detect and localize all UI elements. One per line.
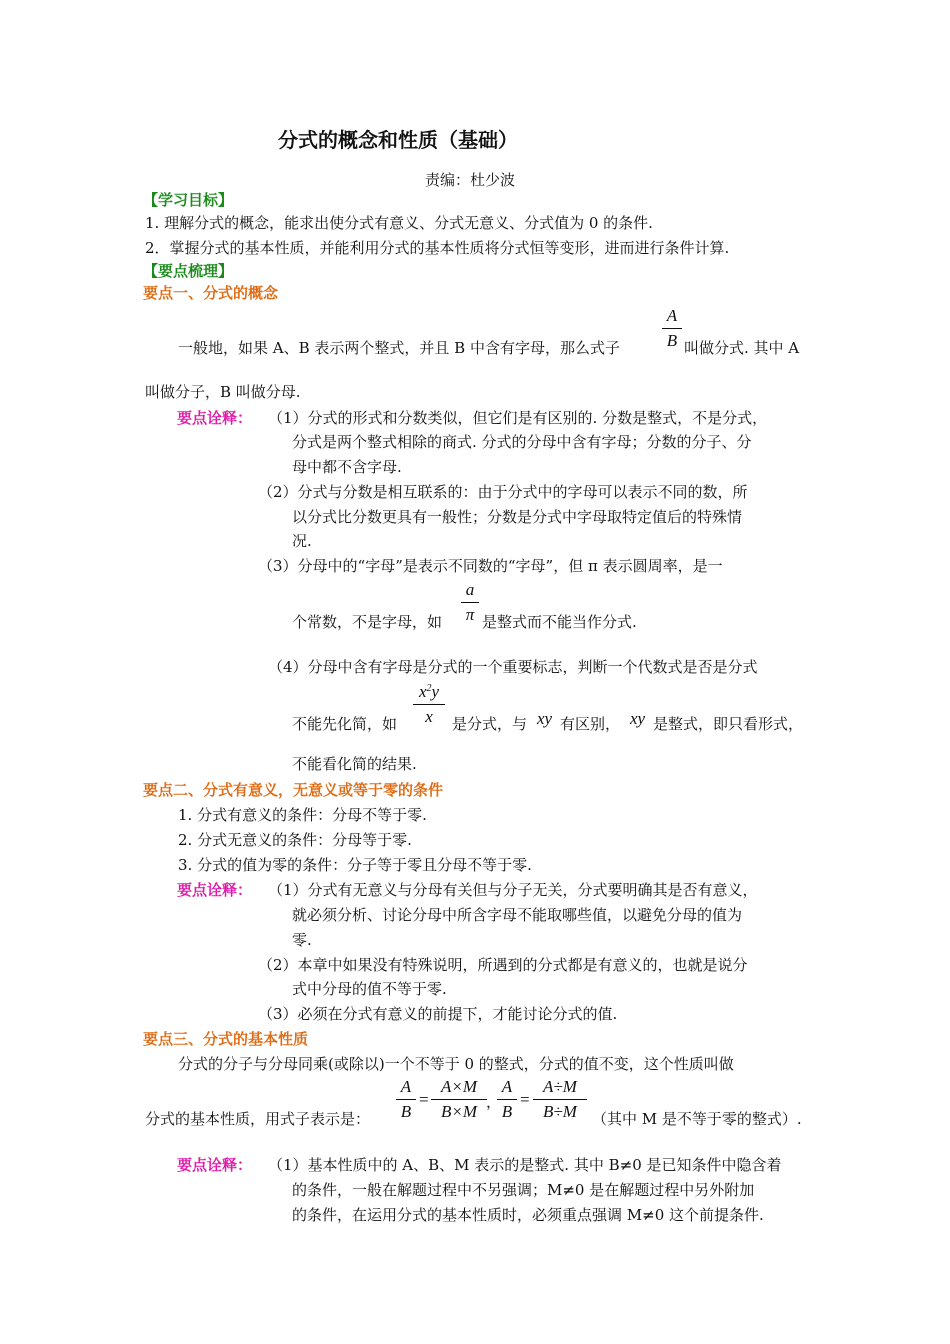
kp1-note-3b: 个常数，不是字母，如 xyxy=(292,613,443,631)
fraction-a-over-b xyxy=(497,1077,517,1122)
kp2-item-3: 3. 分式的值为零的条件：分子等于零且分母不等于零. xyxy=(178,856,532,874)
kp1-definition-text: 一般地，如果 A、B 表示两个整式，并且 B 中含有字母，那么式子 xyxy=(178,339,620,357)
fraction-denominator: B xyxy=(666,331,678,350)
kp1-note-1b: 分式是两个整式相除的商式. 分式的分母中含有字母；分数的分子、分 xyxy=(292,433,752,451)
fraction-a-over-b xyxy=(662,306,682,351)
fraction-a-over-b xyxy=(396,1077,416,1122)
fraction-x2y-over-x xyxy=(413,682,445,727)
fraction-bar xyxy=(431,1099,487,1100)
goal-item-1: 1. 理解分式的概念，能求出使分式有意义、分式无意义、分式值为 0 的条件. xyxy=(145,214,653,232)
kp1-note-2b: 以分式比分数更具有一般性；分数是分式中字母取特定值后的特殊情 xyxy=(292,508,743,526)
kp1-note-4b-end: 是整式，即只看形式， xyxy=(653,715,804,733)
kp3-heading: 要点三、分式的基本性质 xyxy=(143,1030,309,1048)
kp1-note-3b-end: 是整式而不能当作分式. xyxy=(482,613,637,631)
kp2-heading: 要点二、分式有意义，无意义或等于零的条件 xyxy=(143,781,444,799)
fraction-denominator: B×M xyxy=(440,1102,478,1121)
page-title: 分式的概念和性质（基础） xyxy=(278,128,518,152)
kp2-note-1b: 就必须分析、讨论分母中所含字母不能取哪些值，以避免分母的值为 xyxy=(292,906,743,924)
kp2-note-label: 要点诠释： xyxy=(177,881,253,899)
kp1-note-3a: （3）分母中的“字母”是表示不同数的“字母”，但 π 表示圆周率，是一 xyxy=(258,557,723,575)
fraction-numerator: A×M xyxy=(440,1077,478,1096)
fraction-numerator: a xyxy=(465,580,475,599)
fraction-numerator: A÷M xyxy=(543,1077,577,1096)
fraction-bar xyxy=(497,1099,517,1100)
fraction-bar xyxy=(533,1099,587,1100)
goal-item-2: 2．掌握分式的基本性质，并能利用分式的基本性质将分式恒等变形，进而进行条件计算. xyxy=(145,239,730,257)
kp3-note-1a: （1）基本性质中的 A、B、M 表示的是整式. 其中 B≠0 是已知条件中隐含着 xyxy=(268,1156,782,1174)
fraction-a-over-pi xyxy=(461,580,479,625)
fraction-denominator: π xyxy=(465,605,475,624)
fraction-bar xyxy=(662,328,682,329)
expression-xy: xy xyxy=(537,709,553,728)
editor-line: 责编：杜少波 xyxy=(425,171,516,189)
fraction-bar xyxy=(413,704,445,705)
kp3-text-1: 分式的分子与分母同乘(或除以)一个不等于 0 的整式，分式的值不变，这个性质叫做 xyxy=(178,1055,734,1073)
kp1-note-4a: （4）分母中含有字母是分式的一个重要标志，判断一个代数式是否是分式 xyxy=(268,658,758,676)
kp1-note-2c: 况. xyxy=(292,532,312,550)
kp3-note-1b: 的条件，一般在解题过程中不另强调；M≠0 是在解题过程中另外附加 xyxy=(292,1181,755,1199)
kp2-item-2: 2. 分式无意义的条件：分母等于零. xyxy=(178,831,412,849)
kp2-note-2b: 式中分母的值不等于零. xyxy=(292,980,447,998)
kp1-heading: 要点一、分式的概念 xyxy=(143,284,279,302)
fraction-numerator: $x^2y$ xyxy=(418,682,440,701)
kp3-note-label: 要点诠释： xyxy=(177,1156,253,1174)
fraction-numerator: A xyxy=(666,306,678,325)
kp1-note-4b-mid1: 是分式，与 xyxy=(452,715,528,733)
kp3-note-1c: 的条件，在运用分式的基本性质时，必须重点强调 M≠0 这个前提条件. xyxy=(292,1206,764,1224)
fraction-denominator: B xyxy=(501,1102,513,1121)
kp1-definition-text-end: 叫做分式. 其中 A xyxy=(684,339,800,357)
kp1-note-4b-mid2: 有区别， xyxy=(560,715,621,733)
kp2-note-3: （3）必须在分式有意义的前提下，才能讨论分式的值. xyxy=(258,1005,618,1023)
fraction-denominator: B xyxy=(400,1102,412,1121)
fraction-bar xyxy=(461,602,479,603)
fraction-numerator: A xyxy=(400,1077,412,1096)
section-goal-heading: 【学习目标】 xyxy=(143,191,234,209)
expression-xy: xy xyxy=(630,709,646,728)
comma: ， xyxy=(486,1093,502,1111)
kp2-item-1: 1. 分式有意义的条件：分母不等于零. xyxy=(178,806,427,824)
fraction-numerator: A xyxy=(501,1077,513,1096)
kp3-text-2: 分式的基本性质，用式子表示是： xyxy=(145,1110,371,1128)
kp1-note-1c: 母中都不含字母. xyxy=(292,458,402,476)
section-points-heading: 【要点梳理】 xyxy=(143,262,234,280)
equals-sign: = xyxy=(520,1090,530,1109)
kp1-note-4c: 不能看化简的结果. xyxy=(292,755,417,773)
kp2-note-1c: 零. xyxy=(292,931,312,949)
fraction-bar xyxy=(396,1099,416,1100)
kp1-definition-text-2: 叫做分子，B 叫做分母. xyxy=(145,383,301,401)
equals-sign: = xyxy=(419,1090,429,1109)
kp3-text-2-end: （其中 M 是不等于零的整式）. xyxy=(592,1110,802,1128)
kp1-note-label: 要点诠释： xyxy=(177,409,253,427)
fraction-denominator: x xyxy=(425,707,433,726)
kp2-note-2a: （2）本章中如果没有特殊说明，所遇到的分式都是有意义的，也就是说分 xyxy=(258,956,748,974)
fraction-denominator: B÷M xyxy=(543,1102,577,1121)
fraction-axm-over-bxm xyxy=(431,1077,487,1122)
fraction-adivm-over-bdivm xyxy=(533,1077,587,1122)
kp2-note-1a: （1）分式有无意义与分母有关但与分子无关，分式要明确其是否有意义， xyxy=(268,881,758,899)
kp1-note-4b: 不能先化简，如 xyxy=(292,715,398,733)
kp1-note-1a: （1）分式的形式和分数类似，但它们是有区别的. 分数是整式，不是分式， xyxy=(268,409,768,427)
kp1-note-2a: （2）分式与分数是相互联系的：由于分式中的字母可以表示不同的数，所 xyxy=(258,483,748,501)
